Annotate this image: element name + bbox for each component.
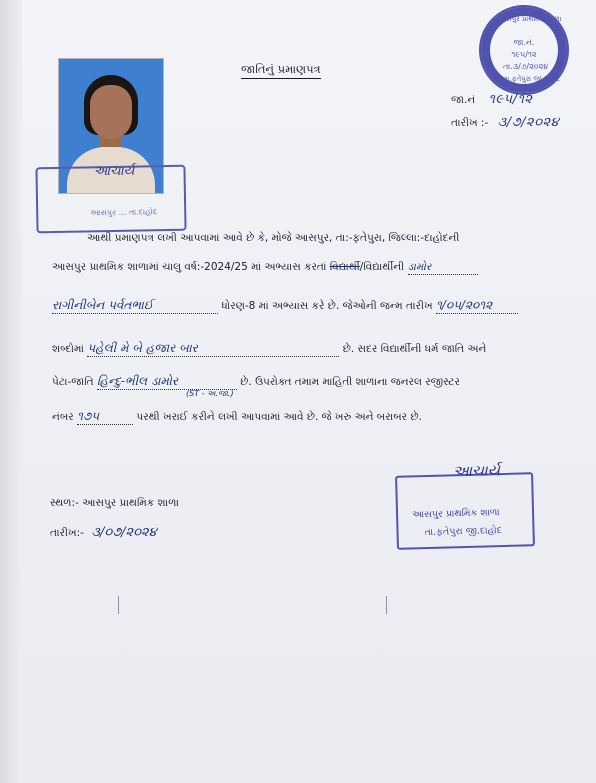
seal-date: તા.૩/૭/૨૦૨૪	[503, 62, 549, 71]
certificate-number-value: ૧૯૫/૧૨	[488, 92, 533, 107]
body-line-4	[52, 341, 486, 357]
photo-attestation-stamp	[35, 165, 186, 234]
certificate-date-label: તારીખ :-	[451, 117, 489, 129]
surname-field: ડામોર	[408, 261, 478, 275]
caste-category-note: (ST - અ.જા.)	[186, 389, 234, 398]
body-line-2-text-b: વિદ્યાર્થીની	[363, 261, 405, 273]
birth-date-in-words-field: પહેલી મે બે હજાર બાર	[87, 341, 339, 357]
principal-stamp	[395, 461, 535, 550]
footer-place: સ્થળ:- આસપુર પ્રાથમિક શાળા	[50, 497, 179, 509]
crease-mark	[118, 596, 119, 614]
seal-ring-bottom: તા.ફતેપુરા જી.દાહોદ	[503, 75, 561, 83]
school-round-seal	[479, 5, 569, 95]
footer-date-row	[50, 525, 157, 540]
photo-stamp-signature: આચાર્ય	[93, 163, 135, 180]
register-number-field: ૧૭૫	[77, 409, 133, 425]
certificate-number-row	[451, 92, 532, 107]
certificate-number-label: જા.નં	[451, 94, 476, 106]
body-line-4-text: છે. સદર વિદ્યાર્થીની ધર્મ જાતિ અને	[342, 343, 487, 355]
crease-mark	[386, 596, 387, 614]
seal-ring-top: આસપુર પ્રાથમિક શાળા	[497, 15, 562, 23]
struck-word: વિદ્યાર્થી	[329, 261, 360, 273]
caste-field: હિન્દુ-ભીલ ડામોર	[97, 374, 237, 390]
seal-number: જા.નં. ૧૯૫/૧૨	[511, 38, 537, 59]
body-line-2-text: આસપુર પ્રાથમિક શાળામાં ચાલુ વર્ષ:-2024/25 માં અભ્યાસ કરતાં	[52, 261, 327, 273]
body-line-5-text: છે. ઉપરોક્ત તમામ માહિતી શાળાના જનરલ રજીસ્ટર	[240, 376, 460, 388]
principal-stamp-line-1: આસપુર પ્રાથમિક શાળા	[411, 507, 500, 521]
page-title: જાતિનું પ્રમાણપત્ર	[241, 62, 321, 79]
body-line-5-label: પેટા-જાતિ	[52, 376, 94, 388]
body-line-5	[52, 374, 460, 390]
certificate-date-value: ૩/૭/૨૦૨૪	[497, 115, 560, 130]
body-line-3	[52, 298, 518, 314]
principal-signature: આચાર્ય	[452, 461, 501, 481]
body-line-3-text: ધોરણ-8 માં અભ્યાસ કરે છે. જેઓની જન્મ તારીખ	[221, 300, 433, 312]
photo-stamp-text: આસપુર ... તા.દાહોદ	[90, 207, 158, 218]
body-line-1: આથી પ્રમાણપત્ર લખી આપવામાં આવે છે કે, મોજે આસપુર, તા:-ફતેપુરા, જિલ્લા:-દાહોદની	[87, 232, 460, 244]
body-line-6-text: પરથી ખરાઈ કરીને લખી આપવામાં આવે છે. જે ખરું અને બરાબર છે.	[136, 411, 422, 423]
student-name-field: રાગીનીબેન પર્વતભાઈ	[52, 298, 218, 314]
footer-date-value: ૩/૦૭/૨૦૨૪	[91, 525, 157, 540]
principal-stamp-line-2: તા.ફતેપુરા જી.દાહોદ	[424, 525, 503, 539]
body-line-6	[52, 409, 422, 425]
register-number-label: નંબર	[52, 411, 74, 423]
body-line-2: આસપુર પ્રાથમિક શાળામાં ચાલુ વર્ષ:-2024/25 માં અભ્યાસ કરતાં વિદ્યાર્થી/વિદ્યાર્થીની ડામોર	[52, 261, 478, 275]
birth-date-field: ૧/૦૫/૨૦૧૨	[436, 298, 518, 314]
footer-date-label: તારીખ:-	[50, 527, 84, 539]
body-line-4-label: શબ્દોમાં	[52, 343, 84, 355]
certificate-date-row	[451, 115, 559, 130]
page-edge-shadow	[0, 0, 22, 783]
